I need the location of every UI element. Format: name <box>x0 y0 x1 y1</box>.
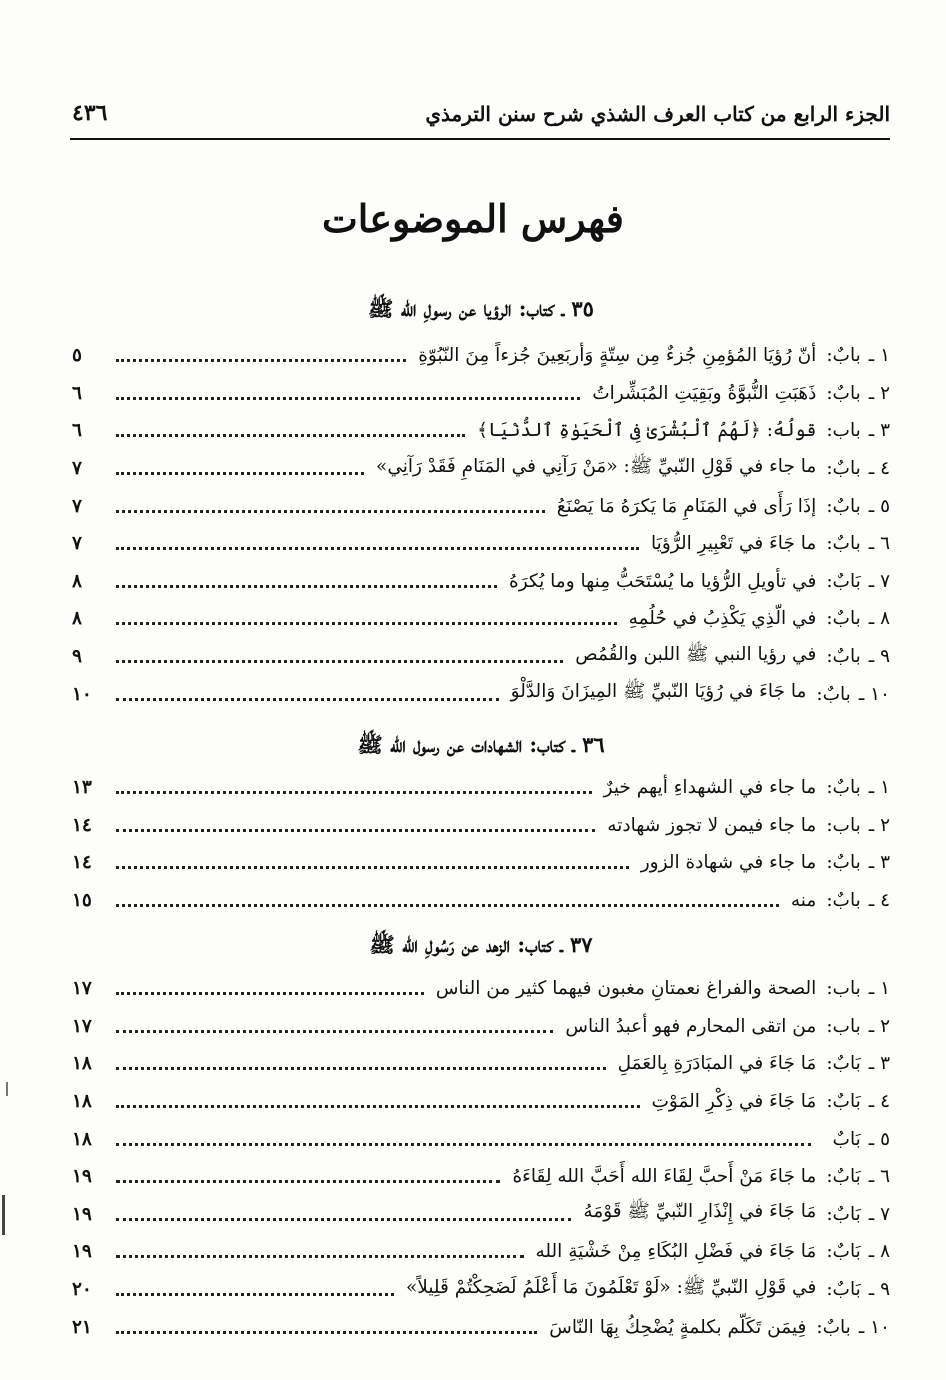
toc-entry[interactable] <box>72 563 890 601</box>
toc-entry[interactable] <box>72 1083 890 1121</box>
entry-kind: بابٌ: <box>826 458 861 480</box>
entry-page-number: ١٧ <box>72 978 92 1000</box>
entry-number: ٣ ـ <box>868 852 890 874</box>
dot-leader <box>116 397 580 400</box>
entry-title: قولُهُ: ﴿لَهُمُ ٱلْبُشْرَىٰ فِى ٱلْحَيَوٰةِ ٱلدُّنْيَا﴾ <box>477 420 817 442</box>
entry-title: مَا جَاءَ في فَضْلِ البُكَاءِ مِنْ خَشْيَةِ الله <box>535 1241 817 1263</box>
dot-leader <box>116 992 424 995</box>
toc-entry[interactable] <box>72 638 890 676</box>
entry-number: ٢ ـ <box>868 1015 890 1037</box>
dot-leader <box>116 866 629 869</box>
entry-kind: بابٌ: <box>826 608 861 630</box>
entry-number: ٨ ـ <box>868 608 890 630</box>
dot-leader <box>116 1218 571 1221</box>
entry-page-number: ١٨ <box>72 1128 92 1150</box>
toc-entry[interactable] <box>72 769 890 807</box>
entry-number: ١ ـ <box>868 978 890 1000</box>
entry-title: ذَهَبَتِ النُّبوَّةُ وبَقِيَتِ المُبَشِّراتُ <box>592 382 817 404</box>
entry-page-number: ١٣ <box>72 777 92 799</box>
entry-title: في قَوْلِ النّبيِّ ﷺ: «لَوْ تَعْلَمُونَ مَا أَعْلَمُ لَضَحِكْتُمْ قَلِيلاً» <box>405 1276 817 1298</box>
entry-kind: بَابٌ: <box>826 570 861 592</box>
entry-title: في رؤيا النبي ﷺ اللبن والقُمُص <box>575 643 817 665</box>
entry-title: ما جَاءَ مَنْ أَحبَّ لِقَاءَ الله أَحَبَّ الله لِقَاءَهُ <box>512 1166 817 1188</box>
entry-kind: بابٌ: <box>826 852 861 874</box>
entry-page-number: ١٩ <box>72 1166 92 1188</box>
entry-number: ٣ ـ <box>868 420 890 442</box>
toc-entry[interactable] <box>72 1008 890 1046</box>
entry-page-number: ١٩ <box>72 1241 92 1263</box>
dot-leader <box>116 1293 394 1296</box>
entry-title: ما جَاءَ في رُؤيَا النّبيِّ ﷺ المِيزَانَ وَالدَّلْوَ <box>510 681 807 703</box>
entry-page-number: ١٧ <box>72 1015 92 1037</box>
entry-list <box>72 970 890 1346</box>
dot-leader <box>116 660 563 663</box>
entry-number: ٢ ـ <box>868 814 890 836</box>
entry-title: مَا جَاءَ في المبَادَرَةِ بِالعَمَلِ <box>617 1053 817 1075</box>
dot-leader <box>116 1180 500 1183</box>
toc-entry[interactable] <box>72 450 890 488</box>
entry-kind: باب: <box>826 420 861 442</box>
entry-number: ٣ ـ <box>868 1053 890 1075</box>
entry-kind: بَابٌ: <box>826 1053 861 1075</box>
entry-title: في تأويلِ الرُّؤيا ما يُسْتَحَبُّ مِنها وما يُكرَهُ <box>509 570 817 592</box>
entry-number: ٤ ـ <box>868 1091 890 1113</box>
entry-page-number: ١٨ <box>72 1091 92 1113</box>
entry-number: ١ ـ <box>868 777 890 799</box>
entry-kind: بَابٌ: <box>826 1203 861 1225</box>
toc-entry[interactable] <box>72 970 890 1008</box>
entry-kind: بابٌ: <box>826 646 861 668</box>
entry-number: ٤ ـ <box>868 458 890 480</box>
entry-page-number: ٧ <box>72 533 82 555</box>
entry-kind: بابٌ: <box>826 777 861 799</box>
entry-kind: بابٌ: <box>826 345 861 367</box>
entry-kind: بَابٌ: <box>826 1279 861 1301</box>
entry-page-number: ٨ <box>72 570 82 592</box>
entry-number: ٧ ـ <box>868 570 890 592</box>
entry-title: أنّ رُؤيَا المُؤمِنِ جُزءٌ مِن سِتّةٍ وَأربَعِينَ جُزءاً مِنَ النّبُوّةِ <box>418 345 817 367</box>
dot-leader <box>116 1143 811 1146</box>
entry-page-number: ٩ <box>72 646 82 668</box>
entry-kind: بَابٌ: <box>826 1166 861 1188</box>
entry-number: ٢ ـ <box>868 382 890 404</box>
entry-number: ٩ ـ <box>868 646 890 668</box>
entry-kind: بَابٌ <box>832 1128 861 1150</box>
dot-leader <box>116 622 617 625</box>
dot-leader <box>116 698 499 701</box>
entry-number: ٦ ـ <box>868 1166 890 1188</box>
entry-page-number: ١٤ <box>72 814 92 836</box>
dot-leader <box>116 510 545 513</box>
entry-title: الصحة والفراغ نعمتانِ مغبون فيهما كثير من الناس <box>435 978 817 1000</box>
toc-entry[interactable] <box>72 1120 890 1158</box>
entry-number: ٥ ـ <box>868 495 890 517</box>
dot-leader <box>116 1067 606 1070</box>
dot-leader <box>116 359 406 362</box>
entry-number: ٧ ـ <box>868 1203 890 1225</box>
toc-entry[interactable] <box>72 807 890 845</box>
entry-title: ما جاء في قَوْلِ النّبيِّ ﷺ: «مَنْ رَآنِي في المَنَامِ فَقَدْ رَآنِي» <box>376 455 817 477</box>
dot-leader <box>116 472 364 475</box>
dot-leader <box>116 791 592 794</box>
running-header <box>70 98 890 140</box>
toc-entry[interactable] <box>72 844 890 882</box>
entry-title: إذَا رَأَى في المَنَامِ مَا يَكرَهُ مَا يَصْنَعُ <box>556 495 817 517</box>
dot-leader <box>116 1255 524 1258</box>
section-heading: ٣٥ ـ كتاب: الرؤيا عن رسولِ الله ﷺ <box>368 296 594 321</box>
section-heading: ٣٧ ـ كتاب: الزهد عن رَسُولِ الله ﷺ <box>369 932 593 957</box>
toc-entry[interactable] <box>72 375 890 413</box>
entry-title: منه <box>790 890 817 912</box>
dot-leader <box>116 434 465 437</box>
toc-entry[interactable] <box>72 337 890 375</box>
toc-entry[interactable] <box>72 1196 890 1234</box>
entry-number: ٨ ـ <box>868 1241 890 1263</box>
entry-page-number: ٦ <box>72 420 82 442</box>
entry-title: ما جاء في الشهداءِ أيهم خيرٌ <box>603 777 817 799</box>
entry-title: ما جاء في شهادة الزور <box>640 852 817 874</box>
entry-kind: بَابٌ: <box>826 1091 861 1113</box>
entry-kind: بابٌ: <box>826 533 861 555</box>
dot-leader <box>116 829 595 832</box>
entry-title: في الّذِي يَكْذِبُ في حُلُمِهِ <box>628 608 817 630</box>
toc-entry[interactable] <box>72 1308 890 1346</box>
entry-number: ٤ ـ <box>868 890 890 912</box>
entry-number: ١٠ ـ <box>858 683 890 705</box>
entry-list <box>72 337 890 713</box>
entry-kind: بابٌ: <box>826 890 861 912</box>
entry-title: ما جاء فيمن لا تجوز شهادته <box>607 814 817 836</box>
toc-entry[interactable] <box>72 1158 890 1196</box>
toc-entry[interactable] <box>72 412 890 450</box>
scan-edge-mark <box>2 1195 5 1235</box>
entry-page-number: ١٩ <box>72 1203 92 1225</box>
entry-page-number: ١٥ <box>72 890 92 912</box>
entry-kind: بابٌ: <box>826 495 861 517</box>
entry-kind: بابٌ: <box>816 1316 851 1338</box>
entry-page-number: ٧ <box>72 495 82 517</box>
entry-number: ١٠ ـ <box>858 1316 890 1338</box>
entry-title: من اتقى المحارم فهو أعبدُ الناس <box>565 1015 817 1037</box>
toc-entry[interactable] <box>72 487 890 525</box>
entry-number: ٥ ـ <box>868 1128 890 1150</box>
entry-kind: بابٌ: <box>816 683 851 705</box>
entry-page-number: ١٠ <box>72 683 92 705</box>
entry-list <box>72 769 890 919</box>
entry-page-number: ٢١ <box>72 1316 92 1338</box>
entry-page-number: ٨ <box>72 608 82 630</box>
entry-title: مَا جَاءَ في ذِكْرِ المَوْتِ <box>651 1091 817 1113</box>
section-heading: ٣٦ ـ كتاب: الشهادات عن رسول الله ﷺ <box>357 732 605 757</box>
toc-entry[interactable] <box>72 1271 890 1309</box>
entry-page-number: ٢٠ <box>72 1279 92 1301</box>
dot-leader <box>116 1331 537 1334</box>
toc-entry[interactable] <box>72 1045 890 1083</box>
entry-page-number: ٦ <box>72 382 82 404</box>
dot-leader <box>116 1105 640 1108</box>
entry-title: ما جَاءَ في تَعْبِيرِ الرُّؤيَا <box>651 533 817 555</box>
dot-leader <box>116 1030 553 1033</box>
running-title: الجزء الرابع من كتاب العرف الشذي شرح سنن الترمذي <box>425 102 890 126</box>
entry-title: فِيمَن تَكَلّم بكلمةٍ يُضْحِكُ بِهَا النّاسَ <box>549 1316 807 1338</box>
entry-number: ٩ ـ <box>868 1279 890 1301</box>
entry-number: ١ ـ <box>868 345 890 367</box>
entry-page-number: ٧ <box>72 458 82 480</box>
toc-entry[interactable] <box>72 1233 890 1271</box>
toc-entry[interactable] <box>72 525 890 563</box>
toc-entry[interactable] <box>72 675 890 713</box>
dot-leader <box>116 585 497 588</box>
dot-leader <box>116 904 779 907</box>
entry-page-number: ١٨ <box>72 1053 92 1075</box>
entry-number: ٦ ـ <box>868 533 890 555</box>
page-number: ٤٣٦ <box>72 100 108 126</box>
entry-page-number: ٥ <box>72 345 82 367</box>
page-title: فهرس الموضوعات <box>322 196 624 241</box>
entry-title: مَا جَاءَ في إِنْذَارِ النّبيِّ ﷺ قَوْمَهُ <box>583 1201 817 1223</box>
entry-kind: باب: <box>826 1015 861 1037</box>
toc-entry[interactable] <box>72 882 890 920</box>
entry-kind: بَابٌ: <box>826 1241 861 1263</box>
entry-kind: بابٌ: <box>826 382 861 404</box>
entry-kind: باب: <box>826 978 861 1000</box>
entry-page-number: ١٤ <box>72 852 92 874</box>
dot-leader <box>116 547 639 550</box>
toc-entry[interactable] <box>72 600 890 638</box>
entry-kind: باب: <box>826 814 861 836</box>
scan-edge-mark <box>6 1082 8 1096</box>
